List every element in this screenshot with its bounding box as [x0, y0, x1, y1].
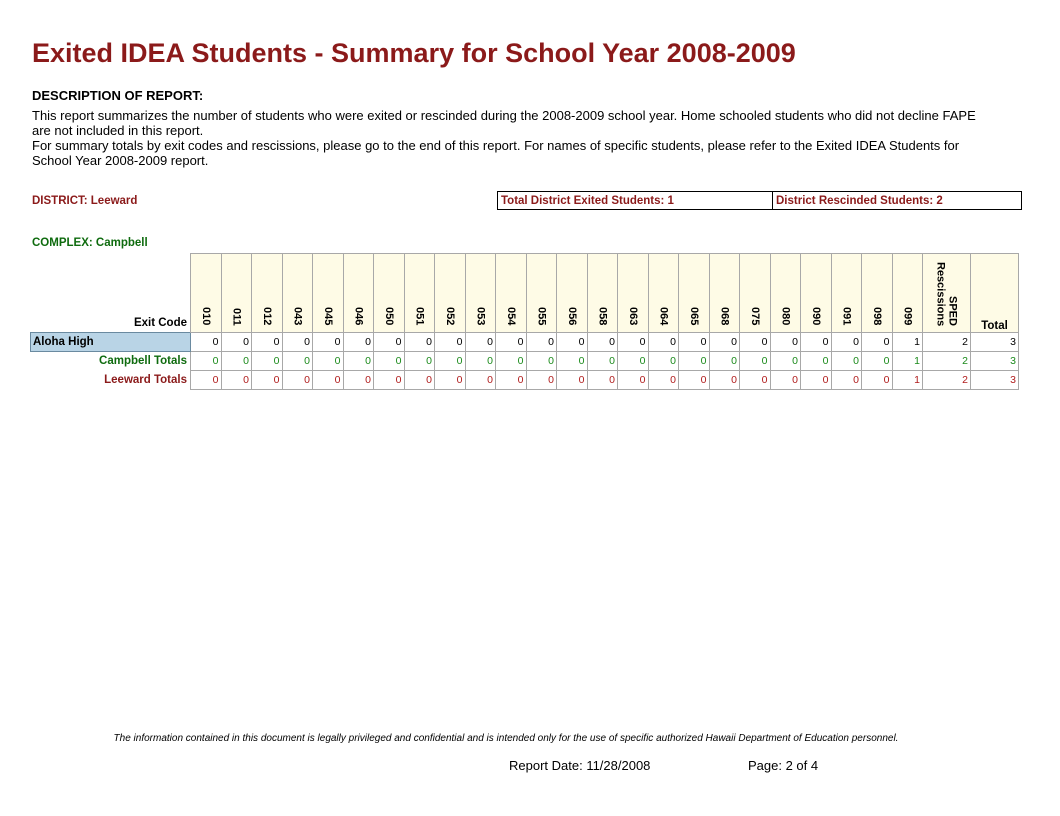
exit-code-header	[740, 254, 771, 333]
table-cell: 0	[587, 370, 618, 389]
table-cell: 0	[648, 370, 679, 389]
exit-code-header-label: 050	[382, 307, 395, 326]
table-cell: 0	[465, 351, 496, 370]
table-cell: 0	[587, 332, 618, 351]
table-cell: 0	[252, 332, 283, 351]
description-paragraph-1: This report summarizes the number of students who were exited or rescinded during the 2008-2009 school year. Home schooled students who did not decline FAPE are not included in this report.	[32, 108, 976, 138]
confidentiality-note: The information contained in this document is legally privileged and confidential and is intended only for the use of specific authorized Hawaii Department of Education personnel.	[113, 733, 899, 744]
exit-code-header-label: 099	[901, 307, 914, 326]
table-cell: 0	[435, 370, 466, 389]
row-label: Campbell Totals	[31, 351, 191, 370]
table-cell: 0	[282, 332, 313, 351]
table-cell: 0	[221, 351, 252, 370]
table-cell: 0	[740, 332, 771, 351]
exit-code-header-label: 046	[352, 307, 365, 326]
table-cell: 0	[191, 351, 222, 370]
table-cell: 0	[465, 370, 496, 389]
table-cell: 0	[862, 370, 893, 389]
table-cell: 0	[740, 351, 771, 370]
table-cell: 0	[374, 351, 405, 370]
exit-code-header	[404, 254, 435, 333]
total-header: Total	[971, 254, 1019, 333]
exit-code-header-label: 052	[443, 307, 456, 326]
row-label: Leeward Totals	[31, 370, 191, 389]
table-cell: 0	[221, 332, 252, 351]
exit-code-header-label: 065	[687, 307, 700, 326]
table-cell: 0	[404, 370, 435, 389]
table-cell: 0	[679, 332, 710, 351]
exit-code-header-label: 075	[748, 307, 761, 326]
exit-code-header-label: 043	[291, 307, 304, 326]
table-cell: 0	[282, 370, 313, 389]
rescissions-header-label	[935, 256, 959, 326]
exit-code-header	[191, 254, 222, 333]
table-cell: 0	[374, 370, 405, 389]
exit-code-header	[343, 254, 374, 333]
table-cell: 0	[831, 370, 862, 389]
table-cell: 0	[282, 351, 313, 370]
exit-code-header-label: 053	[474, 307, 487, 326]
table-cell: 0	[526, 370, 557, 389]
table-cell: 0	[252, 351, 283, 370]
table-cell: 0	[618, 332, 649, 351]
rescissions-cell: 2	[923, 332, 971, 351]
exit-code-header	[526, 254, 557, 333]
rescissions-cell: 2	[923, 370, 971, 389]
table-cell: 0	[313, 351, 344, 370]
exit-code-header-label: 054	[504, 307, 517, 326]
table-cell: 0	[526, 351, 557, 370]
table-cell: 0	[191, 370, 222, 389]
table-cell: 0	[252, 370, 283, 389]
table-cell: 0	[374, 332, 405, 351]
exit-code-header-label: 098	[870, 307, 883, 326]
exit-code-header	[801, 254, 832, 333]
district-exited-box: Total District Exited Students: 1	[497, 191, 773, 210]
exit-code-header	[313, 254, 344, 333]
rescissions-header	[923, 254, 971, 333]
table-cell: 0	[313, 370, 344, 389]
exit-code-header	[709, 254, 740, 333]
page-number: Page: 2 of 4	[748, 758, 819, 773]
description-paragraph-2: For summary totals by exit codes and rescissions, please go to the end of this report. For names of specific students, please refer to the Exited IDEA Students for School Year 2008-2009 report.	[32, 138, 960, 168]
exit-code-header-label: 068	[718, 307, 731, 326]
table-cell: 1	[892, 332, 923, 351]
table-cell: 0	[496, 351, 527, 370]
table-cell: 0	[709, 332, 740, 351]
exit-code-header	[862, 254, 893, 333]
exit-code-header	[831, 254, 862, 333]
exit-code-header	[618, 254, 649, 333]
exit-code-label: Exit Code	[31, 254, 191, 333]
table-header-row	[31, 254, 1019, 333]
table-cell: 0	[831, 351, 862, 370]
table-cell: 0	[709, 370, 740, 389]
table-cell: 0	[435, 332, 466, 351]
exit-code-header-label: 090	[809, 307, 822, 326]
table-cell: 0	[648, 351, 679, 370]
exit-summary-table	[30, 253, 1019, 390]
table-cell: 0	[740, 370, 771, 389]
school-row	[31, 332, 1019, 351]
exit-code-header	[679, 254, 710, 333]
exit-code-header-label: 063	[626, 307, 639, 326]
exit-code-header	[465, 254, 496, 333]
description-text	[32, 108, 992, 168]
exit-code-header-label: 064	[657, 307, 670, 326]
description-heading: DESCRIPTION OF REPORT:	[32, 88, 204, 103]
table-cell: 0	[770, 332, 801, 351]
total-cell: 3	[971, 351, 1019, 370]
table-cell: 0	[587, 351, 618, 370]
rescissions-header-line2: Rescissions	[934, 261, 947, 326]
table-cell: 0	[496, 332, 527, 351]
row-label: Aloha High	[31, 332, 191, 351]
table-cell: 0	[343, 351, 374, 370]
table-cell: 0	[709, 351, 740, 370]
district-label: DISTRICT: Leeward	[32, 195, 138, 207]
exit-code-header	[282, 254, 313, 333]
table-cell: 0	[343, 370, 374, 389]
table-cell: 0	[862, 351, 893, 370]
table-cell: 0	[862, 332, 893, 351]
complex-label: COMPLEX: Campbell	[32, 237, 148, 249]
complex-totals-row	[31, 351, 1019, 370]
exit-code-header-label: 056	[565, 307, 578, 326]
district-totals-row	[31, 370, 1019, 389]
table-cell: 0	[191, 332, 222, 351]
table-cell: 0	[435, 351, 466, 370]
table-cell: 0	[557, 332, 588, 351]
table-cell: 0	[496, 370, 527, 389]
rescissions-cell: 2	[923, 351, 971, 370]
total-cell: 3	[971, 332, 1019, 351]
report-date: Report Date: 11/28/2008	[509, 758, 651, 773]
exit-code-header	[892, 254, 923, 333]
table-cell: 1	[892, 351, 923, 370]
exit-code-header	[374, 254, 405, 333]
table-cell: 1	[892, 370, 923, 389]
table-cell: 0	[526, 332, 557, 351]
exit-code-header-label: 012	[260, 307, 273, 326]
table-cell: 0	[648, 332, 679, 351]
table-cell: 0	[679, 351, 710, 370]
exit-code-header-label: 011	[230, 308, 243, 326]
exit-code-header	[557, 254, 588, 333]
total-cell: 3	[971, 370, 1019, 389]
exit-code-header-label: 091	[840, 307, 853, 326]
table-cell: 0	[618, 351, 649, 370]
table-cell: 0	[221, 370, 252, 389]
rescissions-header-line1: SPED	[946, 295, 959, 326]
exit-code-header	[648, 254, 679, 333]
table-cell: 0	[801, 351, 832, 370]
table-cell: 0	[801, 370, 832, 389]
exit-code-header	[221, 254, 252, 333]
table-cell: 0	[465, 332, 496, 351]
exit-code-header	[770, 254, 801, 333]
table-cell: 0	[679, 370, 710, 389]
district-rescinded-box: District Rescinded Students: 2	[772, 191, 1022, 210]
exit-code-header	[252, 254, 283, 333]
table-cell: 0	[557, 370, 588, 389]
table-cell: 0	[343, 332, 374, 351]
exit-code-header-label: 045	[321, 307, 334, 326]
exit-code-header-label: 080	[779, 307, 792, 326]
table-cell: 0	[313, 332, 344, 351]
table-cell: 0	[770, 370, 801, 389]
table-cell: 0	[770, 351, 801, 370]
table-cell: 0	[801, 332, 832, 351]
exit-code-header	[587, 254, 618, 333]
exit-code-header-label: 051	[413, 307, 426, 326]
exit-code-header-label: 055	[535, 307, 548, 326]
table-cell: 0	[557, 351, 588, 370]
exit-code-header-label: 058	[596, 307, 609, 326]
table-cell: 0	[618, 370, 649, 389]
report-title: Exited IDEA Students - Summary for School Year 2008-2009	[32, 38, 796, 68]
table-cell: 0	[404, 351, 435, 370]
exit-code-header	[496, 254, 527, 333]
table-cell: 0	[404, 332, 435, 351]
exit-code-header-label: 010	[199, 307, 212, 326]
table-cell: 0	[831, 332, 862, 351]
exit-code-header	[435, 254, 466, 333]
